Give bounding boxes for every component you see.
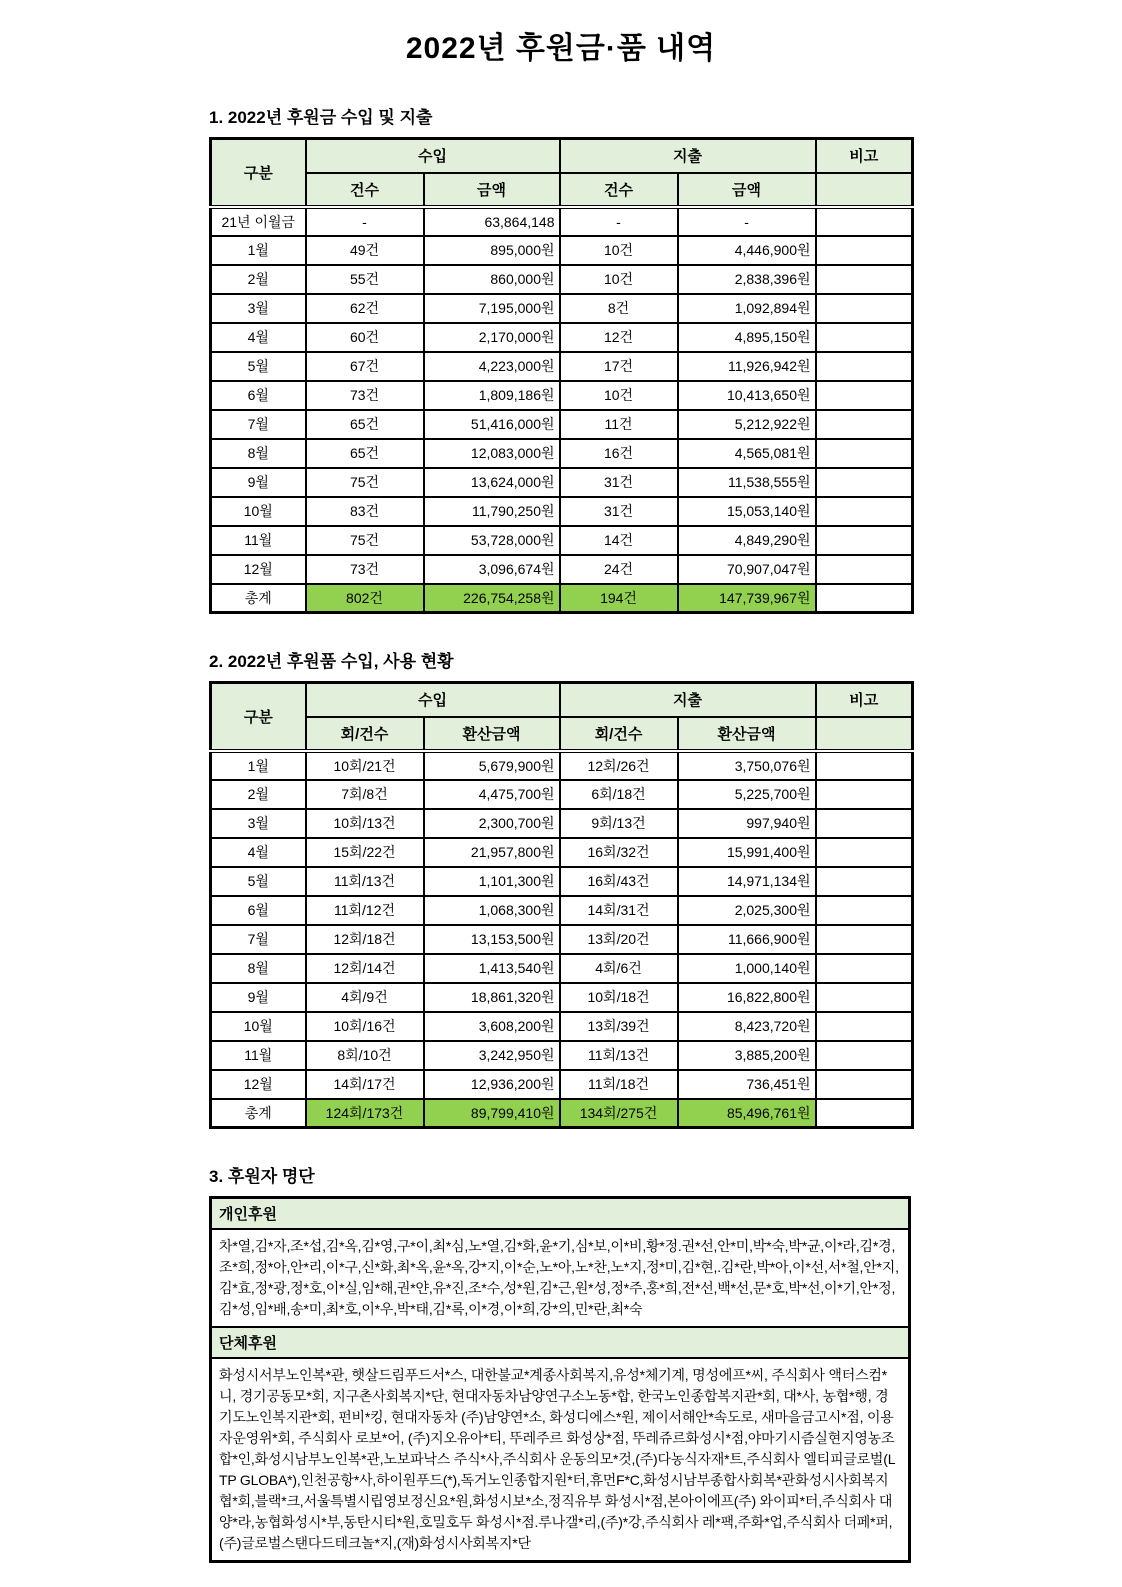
expense-count-cell: 24건 (560, 555, 678, 584)
month-cell: 3월 (211, 294, 306, 323)
month-row (211, 381, 913, 410)
donation-money-table (209, 137, 914, 614)
expense-amount-cell: 1,092,894원 (678, 294, 816, 323)
month-row (211, 497, 913, 526)
section1-heading: 1. 2022년 후원금 수입 및 지출 (209, 108, 433, 127)
month-row (211, 294, 913, 323)
income-count-cell: 8회/10건 (306, 1041, 424, 1070)
income-amount-cell: 1,413,540원 (424, 954, 560, 983)
expense-count-cell: 10건 (560, 381, 678, 410)
income-count-cell: 10회/21건 (306, 751, 424, 780)
expense-amount-cell: 70,907,047원 (678, 555, 816, 584)
expense-amount-cell: 2,025,300원 (678, 896, 816, 925)
col-header-note: 비고 (816, 139, 913, 173)
col-header-note-empty (816, 173, 913, 207)
month-row (211, 809, 913, 838)
income-amount-cell: 4,223,000원 (424, 352, 560, 381)
month-row (211, 896, 913, 925)
income-count-cell: 67건 (306, 352, 424, 381)
month-row (211, 925, 913, 954)
expense-count-cell: 14건 (560, 526, 678, 555)
section2-heading: 2. 2022년 후원품 수입, 사용 현황 (209, 652, 454, 671)
month-cell: 6월 (211, 896, 306, 925)
expense-amount-cell: 14,971,134원 (678, 867, 816, 896)
expense-amount-cell: 5,225,700원 (678, 780, 816, 809)
expense-count-cell: 11회/13건 (560, 1041, 678, 1070)
income-amount-cell: 1,809,186원 (424, 381, 560, 410)
note-cell (816, 584, 913, 613)
note-cell (816, 838, 913, 867)
month-cell: 1월 (211, 751, 306, 780)
document-content (209, 103, 911, 1563)
col-header-expense-count: 건수 (560, 173, 678, 207)
month-row (211, 1041, 913, 1070)
income-count-cell: 60건 (306, 323, 424, 352)
expense-count-cell: 10회/18건 (560, 983, 678, 1012)
month-cell: 7월 (211, 925, 306, 954)
note-cell (816, 867, 913, 896)
expense-amount-cell: 1,000,140원 (678, 954, 816, 983)
col-header-income-count: 건수 (306, 173, 424, 207)
col-header-note-empty (816, 717, 913, 751)
month-cell: 1월 (211, 236, 306, 265)
month-row (211, 780, 913, 809)
total-income-count-cell: 124회/173건 (306, 1099, 424, 1128)
note-cell (816, 896, 913, 925)
col-header-group: 구분 (211, 139, 306, 207)
total-label-cell: 총계 (211, 1099, 306, 1128)
col-header-income: 수입 (306, 683, 560, 717)
month-row (211, 555, 913, 584)
total-row (211, 1099, 913, 1128)
col-header-expense-count: 회/건수 (560, 717, 678, 751)
col-header-income-amount: 금액 (424, 173, 560, 207)
expense-amount-cell: 997,940원 (678, 809, 816, 838)
col-header-income-amount: 환산금액 (424, 717, 560, 751)
month-cell: 5월 (211, 352, 306, 381)
expense-count-cell: 31건 (560, 497, 678, 526)
col-header-group: 구분 (211, 683, 306, 751)
income-count-cell: 65건 (306, 439, 424, 468)
month-cell: 7월 (211, 410, 306, 439)
income-count-cell: 15회/22건 (306, 838, 424, 867)
month-cell: 6월 (211, 381, 306, 410)
month-row (211, 410, 913, 439)
income-count-cell: 10회/13건 (306, 809, 424, 838)
expense-amount-cell: 3,750,076원 (678, 751, 816, 780)
income-amount-cell: 2,170,000원 (424, 323, 560, 352)
note-cell (816, 1099, 913, 1128)
note-cell (816, 555, 913, 584)
individual-donors-names: 차*열,김*자,조*섭,김*옥,김*영,구*이,최*심,노*열,김*화,윤*기,심*보,이*비,황*정.권*선,안*미,박*숙,박*균,이*라,김*경,조*희,정*아,안*리,이*구,신*화,최*옥,윤*옥,강*지,이*순,노*아,노*찬,노*지,정*미,김*현,.김*란,박*아,이*선,서*철,안*지,김*효,정*광,정*호,이*실,임*해,권*얀,유*진,조*수,성*원,김*근,원*성,정*주,홍*희,전*선,백*선,문*호,박*선,이*기,안*정,김*성,임*배,송*미,최*호,이*우,박*태,김*록,이*경,이*희,강*의,민*란,최*숙 (211, 1229, 910, 1327)
income-amount-cell: 1,101,300원 (424, 867, 560, 896)
month-cell: 4월 (211, 323, 306, 352)
note-cell (816, 352, 913, 381)
income-amount-cell: 63,864,148 (424, 207, 560, 236)
income-count-cell: 7회/8건 (306, 780, 424, 809)
col-header-income-count: 회/건수 (306, 717, 424, 751)
total-income-count-cell: 802건 (306, 584, 424, 613)
note-cell (816, 381, 913, 410)
income-amount-cell: 1,068,300원 (424, 896, 560, 925)
individual-donors-row (211, 1229, 910, 1327)
expense-count-cell: 31건 (560, 468, 678, 497)
income-count-cell: 12회/18건 (306, 925, 424, 954)
note-cell (816, 439, 913, 468)
expense-count-cell: 12회/26건 (560, 751, 678, 780)
month-row (211, 867, 913, 896)
month-cell: 11월 (211, 526, 306, 555)
income-amount-cell: 3,608,200원 (424, 1012, 560, 1041)
expense-count-cell: 16회/43건 (560, 867, 678, 896)
expense-count-cell: 13회/20건 (560, 925, 678, 954)
month-row (211, 468, 913, 497)
expense-count-cell: 8건 (560, 294, 678, 323)
note-cell (816, 780, 913, 809)
expense-count-cell: 12건 (560, 323, 678, 352)
month-row (211, 983, 913, 1012)
month-cell: 12월 (211, 555, 306, 584)
note-cell (816, 925, 913, 954)
expense-amount-cell: 4,446,900원 (678, 236, 816, 265)
income-count-cell: 12회/14건 (306, 954, 424, 983)
income-count-cell: 55건 (306, 265, 424, 294)
income-amount-cell: 13,153,500원 (424, 925, 560, 954)
expense-count-cell: 16회/32건 (560, 838, 678, 867)
month-row (211, 236, 913, 265)
month-row (211, 265, 913, 294)
col-header-income: 수입 (306, 139, 560, 173)
group-donors-label: 단체후원 (211, 1327, 910, 1358)
month-row (211, 439, 913, 468)
total-income-amount-cell: 226,754,258원 (424, 584, 560, 613)
month-row (211, 751, 913, 780)
donation-money-table-header (211, 139, 913, 207)
income-amount-cell: 51,416,000원 (424, 410, 560, 439)
expense-amount-cell: 4,849,290원 (678, 526, 816, 555)
income-count-cell: 11회/13건 (306, 867, 424, 896)
month-row (211, 838, 913, 867)
month-cell: 5월 (211, 867, 306, 896)
income-count-cell: 14회/17건 (306, 1070, 424, 1099)
note-cell (816, 809, 913, 838)
expense-count-cell: 14회/31건 (560, 896, 678, 925)
income-count-cell: 75건 (306, 468, 424, 497)
expense-amount-cell: 736,451원 (678, 1070, 816, 1099)
month-cell: 2월 (211, 780, 306, 809)
income-count-cell: 11회/12건 (306, 896, 424, 925)
month-cell: 10월 (211, 497, 306, 526)
income-amount-cell: 13,624,000원 (424, 468, 560, 497)
donated-goods-table-header (211, 683, 913, 751)
expense-count-cell: 11건 (560, 410, 678, 439)
month-row (211, 352, 913, 381)
note-cell (816, 751, 913, 780)
expense-amount-cell: - (678, 207, 816, 236)
income-count-cell: 62건 (306, 294, 424, 323)
expense-amount-cell: 16,822,800원 (678, 983, 816, 1012)
income-count-cell: 49건 (306, 236, 424, 265)
expense-amount-cell: 11,926,942원 (678, 352, 816, 381)
expense-amount-cell: 15,053,140원 (678, 497, 816, 526)
col-header-expense-amount: 환산금액 (678, 717, 816, 751)
expense-amount-cell: 4,565,081원 (678, 439, 816, 468)
income-amount-cell: 895,000원 (424, 236, 560, 265)
income-count-cell: - (306, 207, 424, 236)
income-amount-cell: 11,790,250원 (424, 497, 560, 526)
income-amount-cell: 53,728,000원 (424, 526, 560, 555)
expense-count-cell: 10건 (560, 265, 678, 294)
month-cell: 2월 (211, 265, 306, 294)
note-cell (816, 954, 913, 983)
income-count-cell: 65건 (306, 410, 424, 439)
expense-count-cell: 11회/18건 (560, 1070, 678, 1099)
income-amount-cell: 3,096,674원 (424, 555, 560, 584)
note-cell (816, 983, 913, 1012)
note-cell (816, 410, 913, 439)
expense-count-cell: 16건 (560, 439, 678, 468)
month-cell: 9월 (211, 468, 306, 497)
carryover-row (211, 207, 913, 236)
month-row (211, 1012, 913, 1041)
income-amount-cell: 21,957,800원 (424, 838, 560, 867)
total-row (211, 584, 913, 613)
month-row (211, 526, 913, 555)
income-amount-cell: 3,242,950원 (424, 1041, 560, 1070)
income-count-cell: 73건 (306, 381, 424, 410)
expense-amount-cell: 10,413,650원 (678, 381, 816, 410)
income-amount-cell: 4,475,700원 (424, 780, 560, 809)
expense-amount-cell: 11,538,555원 (678, 468, 816, 497)
expense-amount-cell: 5,212,922원 (678, 410, 816, 439)
col-header-expense: 지출 (560, 683, 816, 717)
income-count-cell: 10회/16건 (306, 1012, 424, 1041)
month-row (211, 323, 913, 352)
note-cell (816, 236, 913, 265)
expense-amount-cell: 2,838,396원 (678, 265, 816, 294)
month-cell: 4월 (211, 838, 306, 867)
total-income-amount-cell: 89,799,410원 (424, 1099, 560, 1128)
individual-donors-header-row (211, 1198, 910, 1230)
expense-count-cell: - (560, 207, 678, 236)
group-donors-header-row (211, 1327, 910, 1358)
note-cell (816, 323, 913, 352)
note-cell (816, 1012, 913, 1041)
month-row (211, 1070, 913, 1099)
month-cell: 10월 (211, 1012, 306, 1041)
note-cell (816, 1070, 913, 1099)
income-amount-cell: 2,300,700원 (424, 809, 560, 838)
group-donors-names: 화성시서부노인복*관, 햇살드림푸드서*스, 대한불교*계종사회복지,유성*체기계, 명성에프*씨, 주식회사 액터스컴*니, 경기공동모*회, 지구촌사회복지*단, 현대자동차남양연구소노동*합, 한국노인종합복지관*회, 대*사, 농협*행, 경기도노인복지관*회, 펀비*킹, 현대자동차 (주)남양연*소, 화성디에스*원, 제이서해안*속도로, 새마을금고시*점, 이용자운영위*회, 주식회사 로보*어, (주)지오유아*티, 뚜레주르 화성상*점, 뚜레쥬르화성시*점,야마기시즘실현지영농조합*인,화성시남부노인복*관,노보파낙스 주식*사,주식회사 운동의모*것,(주)다농식자재*트,주식회사 엘티피글로벌(LTP GLOBA*),인천공항*사,하이원푸드(*),독거노인종합지원*터,휴먼F*C,화성시남부종합사회복*관화성시사회복지협*회,블랙*크,서울특별시립영보정신요*원,화성시보*소,정직유부 화성시*점,본아이에프(주) 와이피*터,주식회사 대양*라,농협화성시*부,동탄시티*원,호밀호두 화성시*점.루나갤*리,(주)*강,주식회사 레*팩,주화*업,주식회사 더페*퍼,(주)글로벌스탠다드테크놀*지,(재)화성시사회복지*단 (211, 1358, 910, 1562)
total-expense-amount-cell: 85,496,761원 (678, 1099, 816, 1128)
income-count-cell: 73건 (306, 555, 424, 584)
note-cell (816, 468, 913, 497)
total-label-cell: 총계 (211, 584, 306, 613)
month-cell: 12월 (211, 1070, 306, 1099)
month-cell: 8월 (211, 954, 306, 983)
note-cell (816, 265, 913, 294)
income-amount-cell: 12,083,000원 (424, 439, 560, 468)
income-amount-cell: 12,936,200원 (424, 1070, 560, 1099)
income-amount-cell: 18,861,320원 (424, 983, 560, 1012)
expense-amount-cell: 3,885,200원 (678, 1041, 816, 1070)
col-header-note: 비고 (816, 683, 913, 717)
note-cell (816, 1041, 913, 1070)
income-amount-cell: 7,195,000원 (424, 294, 560, 323)
note-cell (816, 207, 913, 236)
income-amount-cell: 860,000원 (424, 265, 560, 294)
income-count-cell: 75건 (306, 526, 424, 555)
total-expense-count-cell: 194건 (560, 584, 678, 613)
expense-count-cell: 13회/39건 (560, 1012, 678, 1041)
income-count-cell: 4회/9건 (306, 983, 424, 1012)
income-count-cell: 83건 (306, 497, 424, 526)
donated-goods-table (209, 681, 914, 1129)
month-row (211, 954, 913, 983)
expense-count-cell: 17건 (560, 352, 678, 381)
col-header-expense: 지출 (560, 139, 816, 173)
note-cell (816, 294, 913, 323)
expense-count-cell: 10건 (560, 236, 678, 265)
section3-heading: 3. 후원자 명단 (209, 1167, 315, 1186)
expense-amount-cell: 15,991,400원 (678, 838, 816, 867)
expense-amount-cell: 11,666,900원 (678, 925, 816, 954)
month-cell: 8월 (211, 439, 306, 468)
expense-amount-cell: 4,895,150원 (678, 323, 816, 352)
group-donors-row (211, 1358, 910, 1562)
month-cell: 3월 (211, 809, 306, 838)
col-header-expense-amount: 금액 (678, 173, 816, 207)
total-expense-count-cell: 134회/275건 (560, 1099, 678, 1128)
month-cell: 9월 (211, 983, 306, 1012)
month-cell: 11월 (211, 1041, 306, 1070)
month-cell: 21년 이월금 (211, 207, 306, 236)
note-cell (816, 497, 913, 526)
expense-count-cell: 9회/13건 (560, 809, 678, 838)
page-title: 2022년 후원금·품 내역 (405, 32, 717, 65)
expense-count-cell: 6회/18건 (560, 780, 678, 809)
donor-list (209, 1196, 911, 1563)
total-expense-amount-cell: 147,739,967원 (678, 584, 816, 613)
expense-amount-cell: 8,423,720원 (678, 1012, 816, 1041)
note-cell (816, 526, 913, 555)
individual-donors-label: 개인후원 (211, 1198, 910, 1230)
expense-count-cell: 4회/6건 (560, 954, 678, 983)
income-amount-cell: 5,679,900원 (424, 751, 560, 780)
